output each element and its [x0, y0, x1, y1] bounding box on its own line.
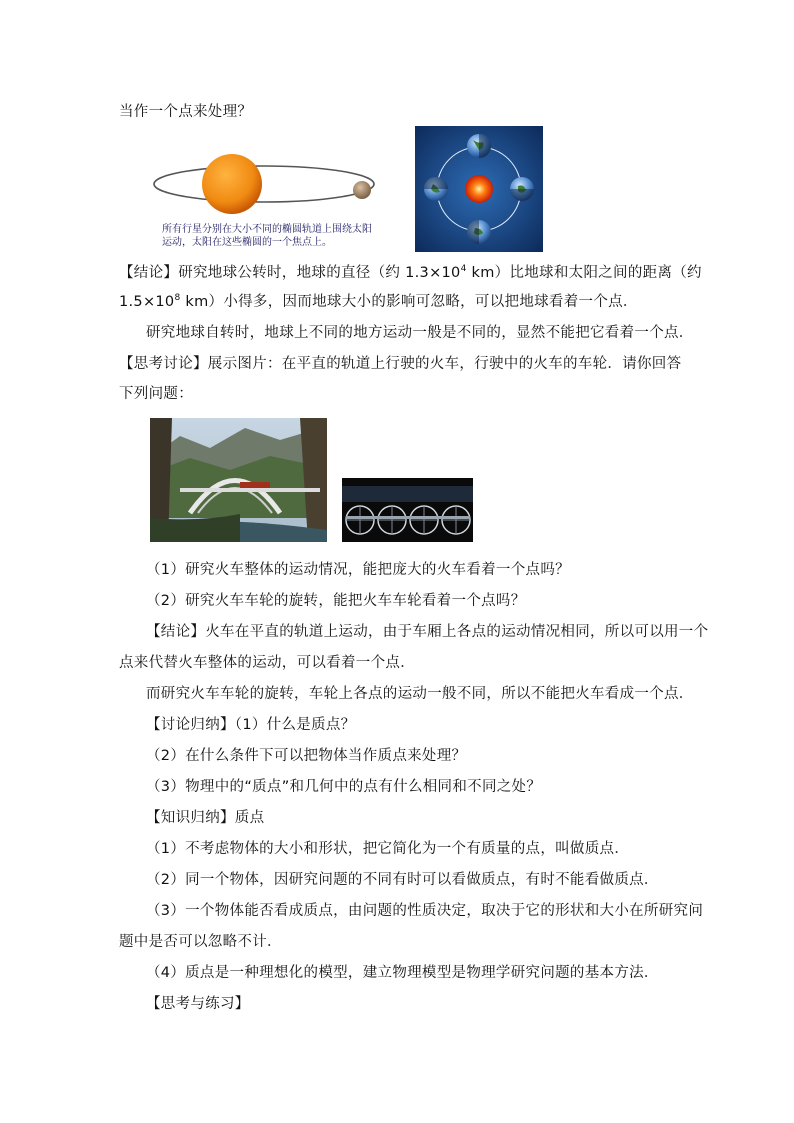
- text-line: 【思考与练习】: [146, 996, 250, 1012]
- text-line: 题中是否可以忽略不计．: [119, 934, 282, 950]
- text-line: 当作一个点来处理？: [119, 104, 253, 120]
- earth-revolution-image: [415, 126, 543, 252]
- orbit-caption-1: 所有行星分别在大小不同的椭圆轨道上围绕太阳: [162, 224, 372, 235]
- text-line: （1）不考虑物体的大小和形状，把它简化为一个有质量的点，叫做质点．: [146, 841, 630, 857]
- planet-shape: [353, 181, 371, 199]
- central-sun-shape: [465, 175, 493, 203]
- text-line: 点来代替火车整体的运动，可以看着一个点．: [119, 655, 415, 671]
- text-line: 【知识归纳】质点: [146, 810, 265, 826]
- text-line: 研究地球自转时，地球上不同的地方运动一般是不同的，显然不能把它看着一个点．: [146, 325, 694, 341]
- text-line: 【思考讨论】展示图片：在平直的轨道上行驶的火车，行驶中的火车的车轮．请你回答: [119, 356, 682, 372]
- text-line: 下列问题：: [119, 386, 193, 402]
- text-line: （2）在什么条件下可以把物体当作质点来处理？: [146, 748, 467, 764]
- text-line: （1）研究火车整体的运动情况，能把庞大的火车看着一个点吗？: [146, 562, 570, 578]
- train-wheels-photo: [342, 478, 473, 542]
- orbit-caption-2: 运动，太阳在这些椭圆的一个焦点上。: [162, 237, 332, 248]
- text-line: （3）物理中的“质点”和几何中的点有什么相同和不同之处？: [146, 779, 542, 795]
- text-line: （3）一个物体能否看成质点，由问题的性质决定，取决于它的形状和大小在所研究问: [146, 903, 704, 919]
- text-line: 【讨论归纳】（1）什么是质点？: [146, 717, 356, 733]
- text-line: $1.5\times 10^8$ km）小得多，因而地球大小的影响可忽略，可以把地球看着一个点．: [119, 293, 638, 310]
- text-line: （4）质点是一种理想化的模型，建立物理模型是物理学研究问题的基本方法．: [146, 965, 659, 981]
- sun-shape: [202, 154, 262, 214]
- train-bridge-photo: [150, 418, 327, 542]
- text-line: 【结论】研究地球公转时，地球的直径（约 $1.3\times 10^4$ km）比地球和太阳之间的距离（约: [119, 264, 702, 281]
- text-line: 而研究火车车轮的旋转，车轮上各点的运动一般不同，所以不能把火车看成一个点．: [146, 686, 694, 702]
- text-line: （2）研究火车车轮的旋转，能把火车车轮看着一个点吗？: [146, 593, 526, 609]
- text-line: （2）同一个物体，因研究问题的不同有时可以看做质点，有时不能看做质点．: [146, 872, 659, 888]
- text-line: 【结论】火车在平直的轨道上运动，由于车厢上各点的运动情况相同，所以可以用一个: [146, 624, 709, 640]
